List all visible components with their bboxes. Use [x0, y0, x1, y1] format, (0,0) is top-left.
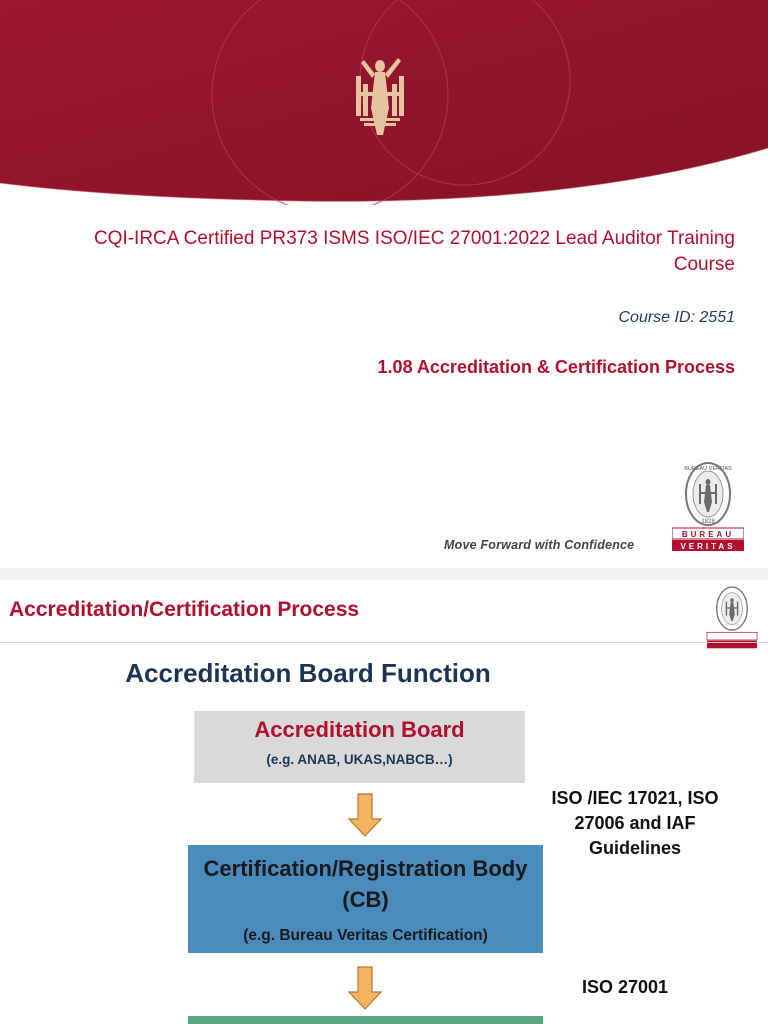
content-slide: [0, 580, 768, 1024]
down-arrow-icon: [348, 793, 382, 837]
bureau-veritas-logo-small: [706, 585, 758, 649]
down-arrow-icon: [348, 966, 382, 1010]
accreditation-board-title: Accreditation Board: [254, 717, 465, 742]
certification-body-title: Certification/Registration Body (CB): [203, 856, 528, 912]
accreditation-board-box: [194, 711, 525, 783]
certification-body-examples: (e.g. Bureau Veritas Certification): [243, 927, 488, 944]
red-banner: [0, 0, 768, 205]
logo-band-bottom: VERITAS: [680, 542, 736, 551]
logo-band-top: BUREAU: [681, 530, 735, 539]
organization-box: [188, 1016, 543, 1024]
course-id: Course ID: 2551: [618, 309, 735, 326]
board-function-title: Accreditation Board Function: [125, 658, 491, 688]
slide-header: Accreditation/Certification Process: [9, 598, 360, 621]
bureau-veritas-logo: [672, 460, 744, 552]
header-divider: [0, 642, 768, 643]
slide-separator: [0, 568, 768, 580]
logo-ring-text: BUREAU VERITAS: [684, 466, 732, 472]
module-title: 1.08 Accreditation & Certification Process: [377, 357, 735, 377]
certification-body-box: [188, 845, 543, 953]
tagline: Move Forward with Confidence: [444, 538, 635, 552]
iso-27001-note: ISO 27001: [582, 977, 669, 997]
accreditation-board-examples: (e.g. ANAB, UKAS,NABCB…): [266, 752, 453, 767]
course-title: CQI-IRCA Certified PR373 ISMS ISO/IEC 27001:2022 Lead Auditor Training Course: [93, 228, 735, 275]
standards-note: ISO /IEC 17021, ISO 27006 and IAF Guidelines: [551, 788, 719, 858]
logo-year: 1828: [701, 519, 715, 525]
